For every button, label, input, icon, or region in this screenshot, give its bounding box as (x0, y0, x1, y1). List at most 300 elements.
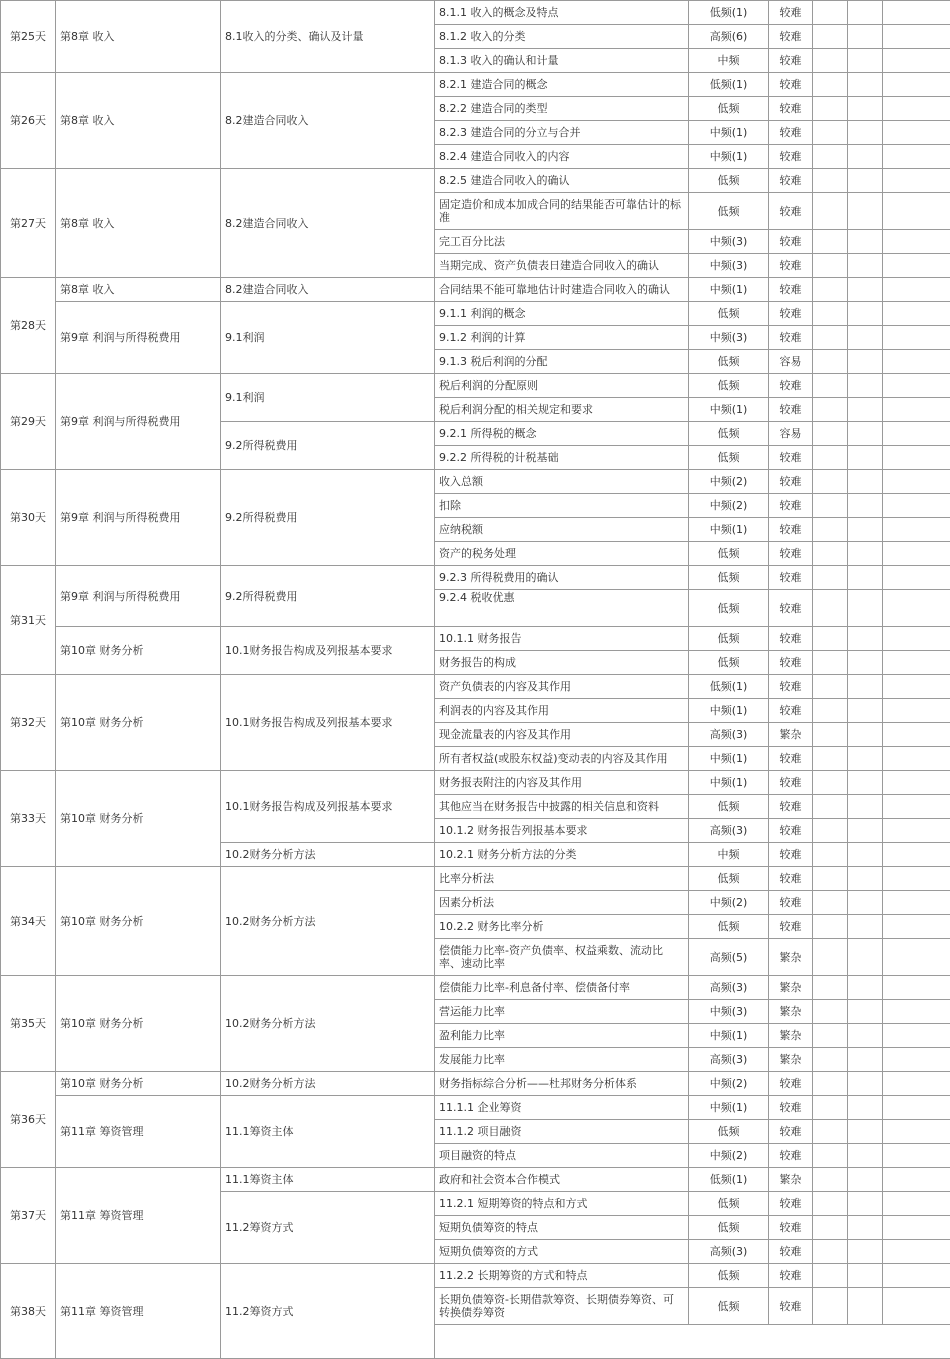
section-label: 11.1筹资主体 (221, 1168, 435, 1192)
topic-cell: 利润表的内容及其作用 (435, 699, 689, 723)
blank-cell (883, 1096, 950, 1120)
difficulty-cell: 较难 (769, 867, 813, 891)
topic-cell: 长期负债筹资-长期借款筹资、长期债券筹资、可转换债券筹资 (435, 1288, 689, 1325)
blank-cell (813, 470, 848, 494)
difficulty-cell: 较难 (769, 566, 813, 590)
chapter-label: 第10章 财务分析 (56, 1072, 221, 1096)
difficulty-cell: 较难 (769, 1240, 813, 1264)
study-plan-body (1, 1, 950, 1359)
blank-cell (848, 1168, 883, 1192)
blank-cell (848, 169, 883, 193)
frequency-cell: 低频 (689, 566, 769, 590)
topic-cell: 资产的税务处理 (435, 542, 689, 566)
blank-cell (848, 1048, 883, 1072)
section-label: 10.2财务分析方法 (221, 976, 435, 1072)
chapter-label: 第11章 筹资管理 (56, 1168, 221, 1264)
blank-cell (883, 843, 950, 867)
difficulty-cell: 较难 (769, 542, 813, 566)
section-label: 10.1财务报告构成及列报基本要求 (221, 771, 435, 843)
frequency-cell: 低频 (689, 422, 769, 446)
table-row (1, 169, 950, 193)
topic-cell: 收入总额 (435, 470, 689, 494)
topic-cell: 税后利润分配的相关规定和要求 (435, 398, 689, 422)
frequency-cell: 低频 (689, 1120, 769, 1144)
topic-cell: 税后利润的分配原则 (435, 374, 689, 398)
section-label: 10.1财务报告构成及列报基本要求 (221, 627, 435, 675)
blank-cell (883, 1288, 950, 1325)
topic-cell: 8.1.1 收入的概念及特点 (435, 1, 689, 25)
difficulty-cell: 较难 (769, 398, 813, 422)
blank-cell (848, 1264, 883, 1288)
blank-cell (883, 747, 950, 771)
blank-cell (848, 470, 883, 494)
chapter-label: 第10章 财务分析 (56, 867, 221, 976)
frequency-cell: 高频(3) (689, 1048, 769, 1072)
blank-cell (883, 470, 950, 494)
topic-cell: 8.2.5 建造合同收入的确认 (435, 169, 689, 193)
day-label: 第26天 (1, 73, 56, 169)
blank-cell (883, 230, 950, 254)
frequency-cell: 低频 (689, 97, 769, 121)
blank-cell (883, 169, 950, 193)
difficulty-cell: 较难 (769, 627, 813, 651)
difficulty-cell: 较难 (769, 374, 813, 398)
blank-cell (813, 494, 848, 518)
topic-cell: 短期负债筹资的方式 (435, 1240, 689, 1264)
blank-cell (813, 1096, 848, 1120)
topic-cell: 偿债能力比率-资产负债率、权益乘数、流动比率、速动比率 (435, 939, 689, 976)
blank-cell (813, 97, 848, 121)
blank-cell (883, 254, 950, 278)
difficulty-cell: 较难 (769, 145, 813, 169)
topic-cell: 营运能力比率 (435, 1000, 689, 1024)
blank-cell (883, 398, 950, 422)
blank-cell (813, 542, 848, 566)
blank-cell (848, 795, 883, 819)
topic-cell: 8.1.3 收入的确认和计量 (435, 49, 689, 73)
blank-cell (813, 675, 848, 699)
blank-cell (848, 121, 883, 145)
difficulty-cell: 较难 (769, 675, 813, 699)
difficulty-cell: 繁杂 (769, 939, 813, 976)
frequency-cell: 低频(1) (689, 675, 769, 699)
difficulty-cell: 容易 (769, 422, 813, 446)
blank-cell (813, 1168, 848, 1192)
frequency-cell: 中频(1) (689, 518, 769, 542)
topic-cell: 财务指标综合分析——杜邦财务分析体系 (435, 1072, 689, 1096)
blank-cell (848, 819, 883, 843)
section-label: 11.1筹资主体 (221, 1096, 435, 1168)
blank-cell (813, 723, 848, 747)
table-row (1, 867, 950, 891)
difficulty-cell: 较难 (769, 169, 813, 193)
blank-cell (813, 145, 848, 169)
blank-cell (883, 97, 950, 121)
blank-cell (883, 627, 950, 651)
blank-cell (883, 819, 950, 843)
blank-cell (848, 374, 883, 398)
blank-cell (883, 278, 950, 302)
blank-cell (883, 1192, 950, 1216)
topic-cell: 完工百分比法 (435, 230, 689, 254)
frequency-cell: 高频(5) (689, 939, 769, 976)
frequency-cell: 低频 (689, 1216, 769, 1240)
frequency-cell: 高频(3) (689, 1240, 769, 1264)
blank-cell (813, 699, 848, 723)
blank-cell (813, 1264, 848, 1288)
blank-cell (883, 675, 950, 699)
topic-cell: 项目融资的特点 (435, 1144, 689, 1168)
blank-cell (848, 976, 883, 1000)
blank-cell (813, 1048, 848, 1072)
difficulty-cell: 较难 (769, 1216, 813, 1240)
blank-cell (813, 73, 848, 97)
difficulty-cell: 较难 (769, 230, 813, 254)
day-label: 第38天 (1, 1264, 56, 1359)
table-row (1, 470, 950, 494)
frequency-cell: 低频 (689, 374, 769, 398)
frequency-cell: 中频(1) (689, 398, 769, 422)
blank-cell (883, 651, 950, 675)
blank-cell (883, 1216, 950, 1240)
frequency-cell: 中频(3) (689, 230, 769, 254)
table-row (1, 627, 950, 651)
blank-cell (813, 25, 848, 49)
blank-cell (813, 566, 848, 590)
blank-cell (883, 49, 950, 73)
section-label: 11.2筹资方式 (221, 1192, 435, 1264)
frequency-cell: 低频 (689, 651, 769, 675)
blank-cell (848, 446, 883, 470)
blank-cell (813, 590, 848, 627)
blank-cell (813, 193, 848, 230)
blank-cell (813, 939, 848, 976)
topic-cell: 财务报表附注的内容及其作用 (435, 771, 689, 795)
blank-cell (883, 795, 950, 819)
blank-cell (848, 747, 883, 771)
frequency-cell: 中频(3) (689, 254, 769, 278)
topic-cell: 固定造价和成本加成合同的结果能否可靠估计的标准 (435, 193, 689, 230)
blank-cell (883, 145, 950, 169)
day-label: 第27天 (1, 169, 56, 278)
blank-cell (883, 1048, 950, 1072)
frequency-cell: 中频(2) (689, 891, 769, 915)
topic-cell: 8.2.2 建造合同的类型 (435, 97, 689, 121)
frequency-cell: 中频(1) (689, 121, 769, 145)
frequency-cell: 低频 (689, 915, 769, 939)
topic-cell: 11.2.2 长期筹资的方式和特点 (435, 1264, 689, 1288)
topic-cell: 当期完成、资产负债表日建造合同收入的确认 (435, 254, 689, 278)
difficulty-cell: 较难 (769, 326, 813, 350)
blank-cell (813, 1240, 848, 1264)
blank-cell (848, 1, 883, 25)
difficulty-cell: 较难 (769, 771, 813, 795)
blank-cell (813, 651, 848, 675)
blank-cell (848, 651, 883, 675)
topic-cell: 8.2.1 建造合同的概念 (435, 73, 689, 97)
blank-cell (848, 1216, 883, 1240)
difficulty-cell: 较难 (769, 121, 813, 145)
frequency-cell: 中频(1) (689, 747, 769, 771)
difficulty-cell: 繁杂 (769, 1000, 813, 1024)
frequency-cell: 低频 (689, 627, 769, 651)
blank-cell (883, 518, 950, 542)
blank-cell (813, 422, 848, 446)
day-label: 第30天 (1, 470, 56, 566)
day-label: 第33天 (1, 771, 56, 867)
frequency-cell: 中频(3) (689, 326, 769, 350)
chapter-label: 第11章 筹资管理 (56, 1096, 221, 1168)
blank-cell (848, 302, 883, 326)
blank-cell (813, 843, 848, 867)
day-label: 第37天 (1, 1168, 56, 1264)
blank-cell (848, 97, 883, 121)
blank-cell (883, 566, 950, 590)
blank-cell (848, 73, 883, 97)
blank-cell (813, 819, 848, 843)
chapter-label: 第8章 收入 (56, 278, 221, 302)
blank-cell (813, 1192, 848, 1216)
section-label: 8.2建造合同收入 (221, 73, 435, 169)
topic-cell: 9.2.3 所得税费用的确认 (435, 566, 689, 590)
blank-cell (813, 867, 848, 891)
blank-cell (848, 627, 883, 651)
blank-cell (813, 398, 848, 422)
blank-cell (848, 1072, 883, 1096)
blank-cell (848, 675, 883, 699)
difficulty-cell: 较难 (769, 1264, 813, 1288)
chapter-label: 第8章 收入 (56, 1, 221, 73)
difficulty-cell: 较难 (769, 25, 813, 49)
frequency-cell: 低频 (689, 446, 769, 470)
difficulty-cell: 容易 (769, 350, 813, 374)
topic-cell: 偿债能力比率-利息备付率、偿债备付率 (435, 976, 689, 1000)
topic-cell: 8.1.2 收入的分类 (435, 25, 689, 49)
chapter-label: 第9章 利润与所得税费用 (56, 470, 221, 566)
topic-cell: 11.1.2 项目融资 (435, 1120, 689, 1144)
blank-cell (813, 518, 848, 542)
blank-cell (813, 326, 848, 350)
blank-cell (883, 121, 950, 145)
frequency-cell: 低频(1) (689, 1, 769, 25)
difficulty-cell: 较难 (769, 278, 813, 302)
difficulty-cell: 较难 (769, 699, 813, 723)
blank-cell (848, 891, 883, 915)
blank-cell (883, 422, 950, 446)
blank-cell (883, 326, 950, 350)
blank-cell (848, 915, 883, 939)
blank-cell (813, 302, 848, 326)
blank-cell (848, 193, 883, 230)
blank-cell (813, 1120, 848, 1144)
frequency-cell: 低频 (689, 1264, 769, 1288)
blank-cell (813, 891, 848, 915)
blank-cell (813, 350, 848, 374)
section-label: 8.2建造合同收入 (221, 278, 435, 302)
topic-cell: 所有者权益(或股东权益)变动表的内容及其作用 (435, 747, 689, 771)
blank-cell (883, 891, 950, 915)
blank-cell (813, 374, 848, 398)
blank-cell (848, 422, 883, 446)
topic-cell: 合同结果不能可靠地估计时建造合同收入的确认 (435, 278, 689, 302)
topic-cell: 发展能力比率 (435, 1048, 689, 1072)
table-row (1, 73, 950, 97)
difficulty-cell: 较难 (769, 302, 813, 326)
blank-cell (813, 1144, 848, 1168)
frequency-cell: 低频 (689, 542, 769, 566)
table-row (1, 1072, 950, 1096)
blank-cell (883, 1240, 950, 1264)
topic-cell: 比率分析法 (435, 867, 689, 891)
frequency-cell: 中频(1) (689, 1024, 769, 1048)
blank-cell (883, 976, 950, 1000)
blank-cell (883, 542, 950, 566)
blank-cell (848, 1024, 883, 1048)
section-label: 10.1财务报告构成及列报基本要求 (221, 675, 435, 771)
difficulty-cell: 较难 (769, 590, 813, 627)
table-row (1, 1, 950, 25)
topic-cell: 9.1.1 利润的概念 (435, 302, 689, 326)
blank-cell (883, 302, 950, 326)
difficulty-cell: 繁杂 (769, 1168, 813, 1192)
blank-cell (813, 795, 848, 819)
difficulty-cell: 较难 (769, 470, 813, 494)
frequency-cell: 高频(3) (689, 819, 769, 843)
frequency-cell: 高频(6) (689, 25, 769, 49)
section-label: 10.2财务分析方法 (221, 843, 435, 867)
blank-cell (813, 278, 848, 302)
section-label: 11.2筹资方式 (221, 1264, 435, 1359)
blank-cell (813, 49, 848, 73)
difficulty-cell: 较难 (769, 1120, 813, 1144)
frequency-cell: 中频 (689, 49, 769, 73)
blank-cell (848, 1000, 883, 1024)
blank-cell (883, 1024, 950, 1048)
frequency-cell: 低频 (689, 590, 769, 627)
blank-cell (848, 566, 883, 590)
frequency-cell: 低频 (689, 302, 769, 326)
section-label: 9.2所得税费用 (221, 422, 435, 470)
table-row (1, 771, 950, 795)
difficulty-cell: 繁杂 (769, 976, 813, 1000)
blank-cell (848, 278, 883, 302)
topic-cell: 9.2.4 税收优惠 (435, 590, 689, 627)
chapter-label: 第11章 筹资管理 (56, 1264, 221, 1359)
day-label: 第25天 (1, 1, 56, 73)
blank-cell (883, 1, 950, 25)
blank-cell (883, 1168, 950, 1192)
frequency-cell: 低频 (689, 1288, 769, 1325)
section-label: 8.1收入的分类、确认及计量 (221, 1, 435, 73)
difficulty-cell: 繁杂 (769, 1024, 813, 1048)
blank-cell (813, 230, 848, 254)
difficulty-cell: 较难 (769, 73, 813, 97)
topic-cell: 8.2.3 建造合同的分立与合并 (435, 121, 689, 145)
frequency-cell: 低频 (689, 1192, 769, 1216)
blank-cell (813, 254, 848, 278)
blank-cell (848, 398, 883, 422)
table-row (1, 374, 950, 398)
frequency-cell: 低频 (689, 867, 769, 891)
blank-cell (848, 49, 883, 73)
blank-cell (848, 326, 883, 350)
section-label: 9.2所得税费用 (221, 470, 435, 566)
frequency-cell: 高频(3) (689, 976, 769, 1000)
topic-cell: 9.1.3 税后利润的分配 (435, 350, 689, 374)
topic-cell: 8.2.4 建造合同收入的内容 (435, 145, 689, 169)
day-label: 第34天 (1, 867, 56, 976)
difficulty-cell: 较难 (769, 1, 813, 25)
frequency-cell: 中频(2) (689, 1144, 769, 1168)
blank-cell (813, 976, 848, 1000)
blank-cell (848, 843, 883, 867)
frequency-cell: 中频(2) (689, 470, 769, 494)
section-label: 8.2建造合同收入 (221, 169, 435, 278)
topic-cell: 10.1.2 财务报告列报基本要求 (435, 819, 689, 843)
blank-cell (813, 169, 848, 193)
topic-cell: 财务报告的构成 (435, 651, 689, 675)
day-label: 第28天 (1, 278, 56, 374)
blank-cell (883, 193, 950, 230)
frequency-cell: 中频(2) (689, 1072, 769, 1096)
blank-cell (813, 1216, 848, 1240)
blank-cell (848, 145, 883, 169)
difficulty-cell: 较难 (769, 97, 813, 121)
difficulty-cell: 较难 (769, 518, 813, 542)
blank-cell (848, 1120, 883, 1144)
difficulty-cell: 较难 (769, 1096, 813, 1120)
blank-cell (813, 627, 848, 651)
section-label: 9.1利润 (221, 302, 435, 374)
table-row (1, 566, 950, 590)
blank-cell (883, 939, 950, 976)
section-label: 9.2所得税费用 (221, 566, 435, 627)
blank-cell (813, 747, 848, 771)
blank-cell (883, 73, 950, 97)
day-label: 第29天 (1, 374, 56, 470)
blank-cell (883, 771, 950, 795)
section-label: 10.2财务分析方法 (221, 867, 435, 976)
blank-cell (848, 518, 883, 542)
difficulty-cell: 较难 (769, 49, 813, 73)
blank-cell (883, 723, 950, 747)
frequency-cell: 低频 (689, 350, 769, 374)
blank-cell (883, 590, 950, 627)
topic-cell: 10.2.2 财务比率分析 (435, 915, 689, 939)
topic-cell: 现金流量表的内容及其作用 (435, 723, 689, 747)
blank-cell (848, 590, 883, 627)
blank-cell (883, 1000, 950, 1024)
blank-cell (813, 1072, 848, 1096)
chapter-label: 第8章 收入 (56, 73, 221, 169)
difficulty-cell: 较难 (769, 795, 813, 819)
difficulty-cell: 较难 (769, 446, 813, 470)
blank-cell (848, 771, 883, 795)
table-row (1, 1096, 950, 1120)
blank-cell (883, 25, 950, 49)
blank-cell (813, 121, 848, 145)
blank-cell (883, 1264, 950, 1288)
topic-cell: 扣除 (435, 494, 689, 518)
blank-cell (848, 1144, 883, 1168)
topic-cell: 其他应当在财务报告中披露的相关信息和资料 (435, 795, 689, 819)
blank-cell (848, 723, 883, 747)
blank-cell (813, 915, 848, 939)
blank-cell (848, 867, 883, 891)
blank-cell (848, 1192, 883, 1216)
frequency-cell: 中频(1) (689, 1096, 769, 1120)
topic-cell: 11.1.1 企业筹资 (435, 1096, 689, 1120)
